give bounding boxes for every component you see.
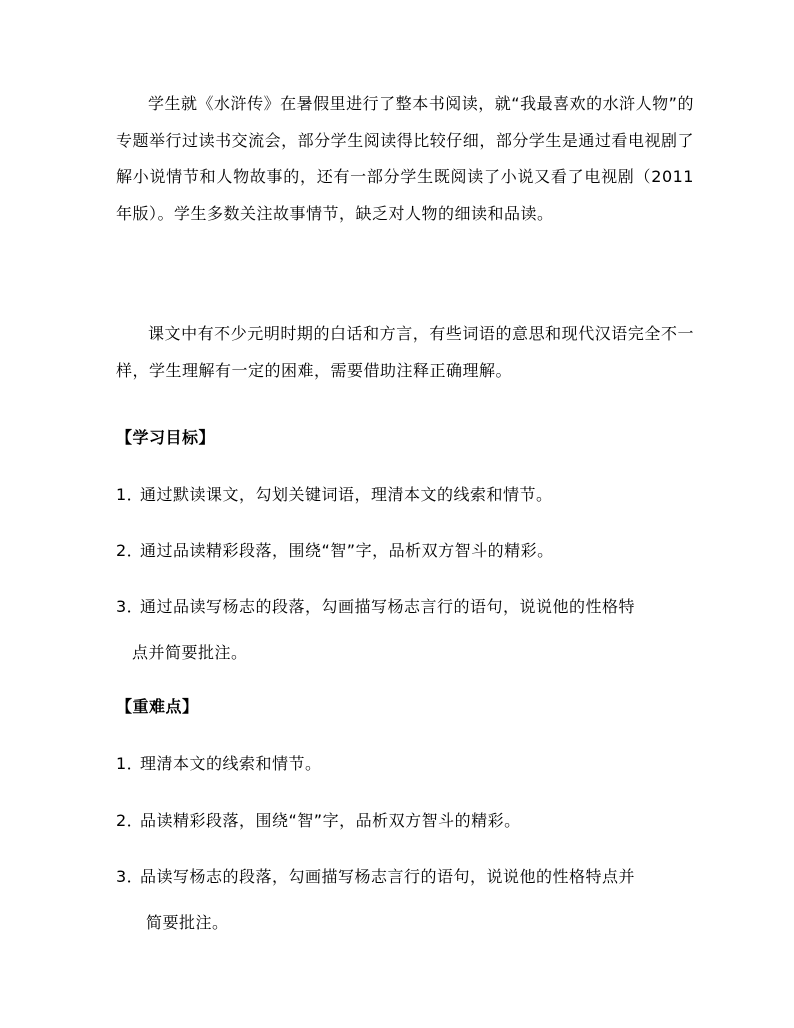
intro-paragraph-1: 学生就《水浒传》在暑假里进行了整本书阅读，就“我最喜欢的水浒人物”的专题举行过读书交流会，部分学生阅读得比较仔细，部分学生是通过看电视剧了解小说情节和人物故事的，还有一部分学生既阅读了小说又看了电视剧（2011 年版）。学生多数关注故事情节，缺乏对人物的细读和品读。	[116, 94, 694, 223]
learning-goals-heading: 【学习目标】	[116, 428, 216, 447]
goal-text-continuation: 点并简要批注。	[132, 643, 248, 662]
goal-text: 通过品读精彩段落，围绕“智”字，品析双方智斗的精彩。	[140, 541, 554, 560]
key-points-heading: 【重难点】	[116, 697, 199, 716]
goal-number: 3．	[116, 597, 144, 616]
key-point-text: 理清本文的线索和情节。	[140, 754, 322, 773]
key-point-number: 3．	[116, 867, 144, 886]
goal-number: 2．	[116, 541, 144, 560]
key-point-text-continuation: 简要批注。	[146, 913, 229, 932]
key-point-item-2	[116, 811, 694, 831]
goal-item-2	[116, 541, 694, 561]
intro-paragraph-2: 课文中有不少元明时期的白话和方言，有些词语的意思和现代汉语完全不一样，学生理解有一定的困难，需要借助注释正确理解。	[116, 324, 694, 380]
key-point-number: 2．	[116, 811, 144, 830]
key-point-item-1	[116, 754, 694, 774]
key-point-number: 1．	[116, 754, 144, 773]
key-point-text: 品读写杨志的段落，勾画描写杨志言行的语句，说说他的性格特点并	[140, 867, 636, 886]
goal-text: 通过品读写杨志的段落，勾画描写杨志言行的语句，说说他的性格特	[140, 597, 636, 616]
goal-item-3	[116, 597, 694, 663]
key-point-item-3	[116, 867, 694, 933]
goal-item-1	[116, 485, 694, 505]
goal-number: 1．	[116, 485, 144, 504]
goal-text: 通过默读课文，勾划关键词语，理清本文的线索和情节。	[140, 485, 553, 504]
key-point-text: 品读精彩段落，围绕“智”字，品析双方智斗的精彩。	[140, 811, 521, 830]
